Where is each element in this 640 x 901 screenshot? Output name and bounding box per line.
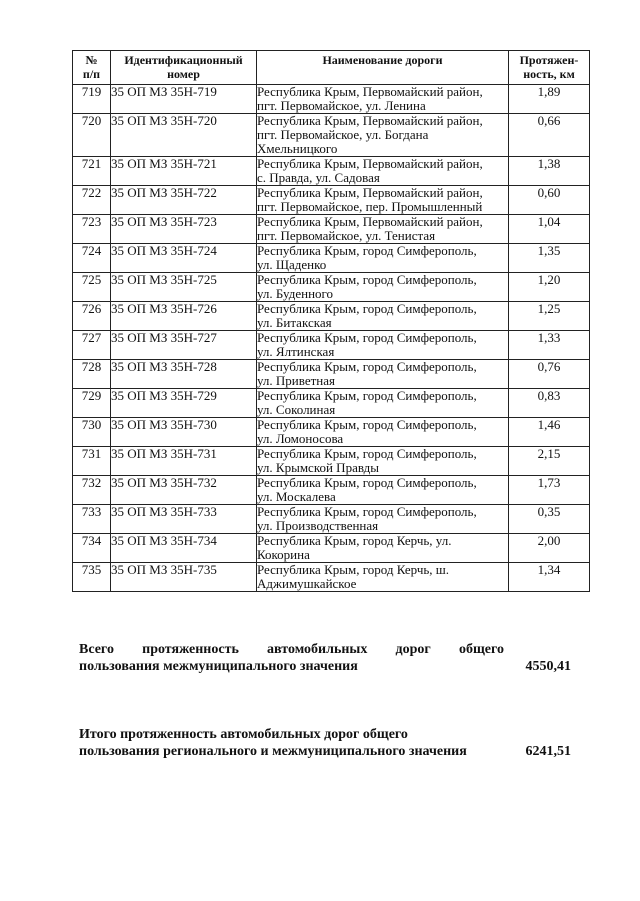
row-length: 0,83 [509,389,590,418]
header-length [509,51,590,85]
row-number: 734 [73,534,111,563]
row-number: 732 [73,476,111,505]
row-road-name: Республика Крым, Первомайский район, пгт. Первомайское, ул. Тенистая [257,215,509,244]
row-road-name: Республика Крым, город Симферополь, ул. Приветная [257,360,509,389]
table-row [73,534,590,563]
row-road-name: Республика Крым, город Симферополь, ул. Буденного [257,273,509,302]
header-num-text: № п/п [82,53,101,81]
row-number: 725 [73,273,111,302]
row-length: 2,00 [509,534,590,563]
header-num [73,51,111,85]
row-identifier: 35 ОП МЗ 35Н-719 [111,85,257,114]
total-intermunicipal-value: 4550,41 [525,659,571,674]
row-road-name: Республика Крым, Первомайский район, пгт. Первомайское, ул. Ленина [257,85,509,114]
total-overall-line1: Итого протяженность автомобильных дорог общего [79,727,408,742]
row-number: 724 [73,244,111,273]
row-length: 1,35 [509,244,590,273]
row-identifier: 35 ОП МЗ 35Н-735 [111,563,257,592]
row-identifier: 35 ОП МЗ 35Н-731 [111,447,257,476]
row-number: 723 [73,215,111,244]
row-number: 720 [73,114,111,157]
table-row [73,273,590,302]
row-number: 730 [73,418,111,447]
row-identifier: 35 ОП МЗ 35Н-727 [111,331,257,360]
row-road-name: Республика Крым, город Симферополь, ул. Ломоносова [257,418,509,447]
row-road-name: Республика Крым, город Симферополь, ул. Крымской Правды [257,447,509,476]
row-length: 0,60 [509,186,590,215]
row-number: 733 [73,505,111,534]
table-row [73,563,590,592]
total-intermunicipal-label [79,641,504,675]
row-identifier: 35 ОП МЗ 35Н-724 [111,244,257,273]
row-length: 1,73 [509,476,590,505]
total-intermunicipal [79,641,571,675]
row-number: 735 [73,563,111,592]
total-overall-label [79,726,504,760]
row-identifier: 35 ОП МЗ 35Н-725 [111,273,257,302]
total-overall-value: 6241,51 [525,744,571,759]
row-length: 0,66 [509,114,590,157]
row-number: 729 [73,389,111,418]
table-row [73,418,590,447]
row-length: 1,25 [509,302,590,331]
row-number: 722 [73,186,111,215]
row-identifier: 35 ОП МЗ 35Н-728 [111,360,257,389]
table-row [73,85,590,114]
row-length: 1,89 [509,85,590,114]
row-identifier: 35 ОП МЗ 35Н-726 [111,302,257,331]
total-intermunicipal-line1: Всего протяженность автомобильных дорог общего [79,642,504,657]
table-row [73,476,590,505]
row-road-name: Республика Крым, Первомайский район, пгт. Первомайское, пер. Промышленный [257,186,509,215]
row-road-name: Республика Крым, город Симферополь, ул. Битакская [257,302,509,331]
row-length: 1,46 [509,418,590,447]
row-number: 721 [73,157,111,186]
row-road-name: Республика Крым, город Симферополь, ул. Щаденко [257,244,509,273]
row-road-name: Республика Крым, Первомайский район, пгт. Первомайское, ул. Богдана Хмельницкого [257,114,509,157]
row-length: 0,76 [509,360,590,389]
row-identifier: 35 ОП МЗ 35Н-720 [111,114,257,157]
row-identifier: 35 ОП МЗ 35Н-729 [111,389,257,418]
row-number: 728 [73,360,111,389]
row-identifier: 35 ОП МЗ 35Н-730 [111,418,257,447]
row-road-name: Республика Крым, город Керчь, ш. Аджимушкайское [257,563,509,592]
table-body [73,85,590,592]
table-row [73,215,590,244]
row-identifier: 35 ОП МЗ 35Н-732 [111,476,257,505]
header-id [111,51,257,85]
row-length: 1,33 [509,331,590,360]
header-name-text: Наименование дороги [322,53,443,67]
total-overall-line2: пользования регионального и межмуниципального значения [79,744,467,759]
row-road-name: Республика Крым, город Симферополь, ул. Ялтинская [257,331,509,360]
table-row [73,302,590,331]
table-row [73,447,590,476]
row-length: 0,35 [509,505,590,534]
table-row [73,157,590,186]
table-header [73,51,590,85]
row-number: 719 [73,85,111,114]
row-road-name: Республика Крым, Первомайский район, с. Правда, ул. Садовая [257,157,509,186]
header-length-text: Протяжен- ность, км [519,53,579,81]
row-identifier: 35 ОП МЗ 35Н-733 [111,505,257,534]
table-row [73,186,590,215]
row-road-name: Республика Крым, город Симферополь, ул. Соколиная [257,389,509,418]
table-row [73,114,590,157]
row-identifier: 35 ОП МЗ 35Н-722 [111,186,257,215]
row-length: 2,15 [509,447,590,476]
total-overall [79,726,571,760]
row-number: 726 [73,302,111,331]
header-row [73,51,590,85]
total-intermunicipal-line2: пользования межмуниципального значения [79,659,358,674]
row-road-name: Республика Крым, город Симферополь, ул. Москалева [257,476,509,505]
row-identifier: 35 ОП МЗ 35Н-734 [111,534,257,563]
table-row [73,505,590,534]
row-number: 727 [73,331,111,360]
row-length: 1,04 [509,215,590,244]
header-id-text: Идентификационный номер [124,53,243,81]
row-length: 1,20 [509,273,590,302]
roads-table [72,50,590,592]
table-row [73,389,590,418]
row-identifier: 35 ОП МЗ 35Н-721 [111,157,257,186]
table-row [73,331,590,360]
row-number: 731 [73,447,111,476]
table-row [73,244,590,273]
row-length: 1,38 [509,157,590,186]
row-length: 1,34 [509,563,590,592]
row-identifier: 35 ОП МЗ 35Н-723 [111,215,257,244]
table-row [73,360,590,389]
row-road-name: Республика Крым, город Керчь, ул. Кокорина [257,534,509,563]
row-road-name: Республика Крым, город Симферополь, ул. Производственная [257,505,509,534]
header-name [257,51,509,85]
